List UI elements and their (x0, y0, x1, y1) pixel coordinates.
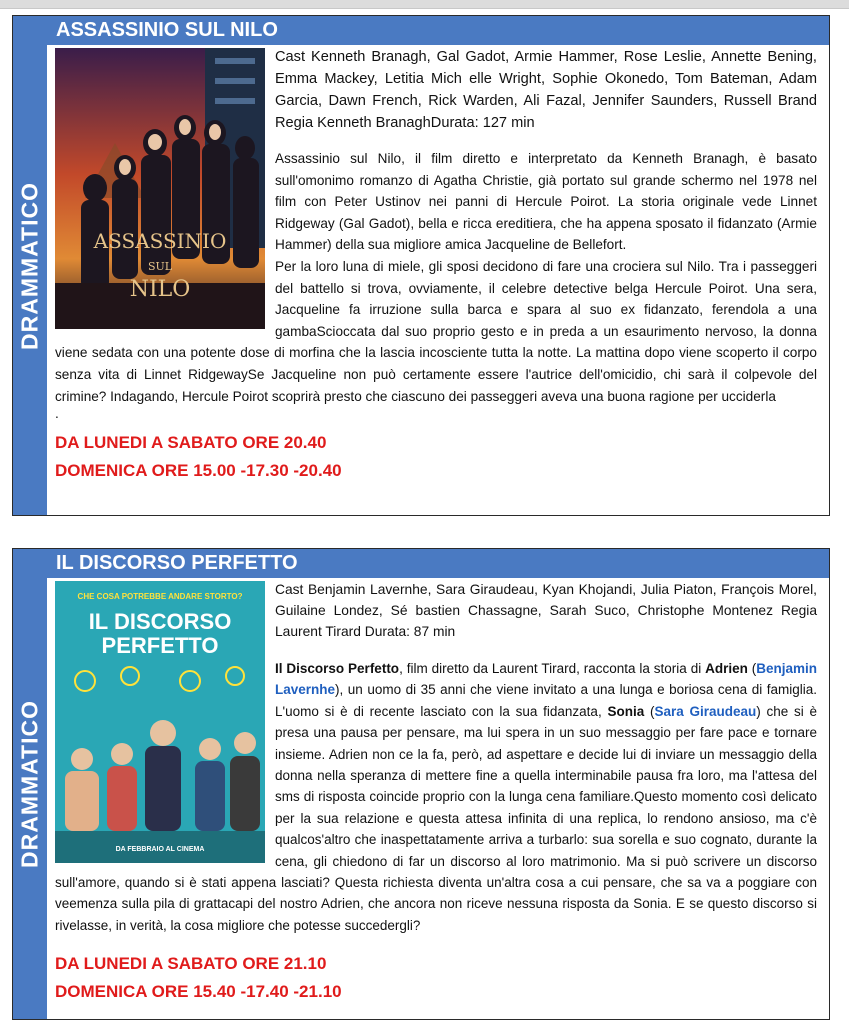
film-title-bar (47, 16, 829, 45)
film-description-2: Per la loro luna di miele, gli sposi decidono di fare una crociera sul Nilo. Tra i passeggeri del battello si trova, ovviamente, il celebre detective belga Hercule Poirot. Una sera, Jacqueline fa irruzione sulla barca e spara al suo ex fidanzato, ferendola a una gambaScioccata dal suo proprio gesto e in preda a un esaurimento nervoso, la donna viene sedata con una potente dose di morfina che la lascia incosciente tutta la notte. La mattina dopo viene scoperto il corpo senza vita di Linnet RidgewaySe Jacqueline non può certamente essere l'autrice dell'omicidio, chi sarà il colpevole del crimine? Indagando, Hercule Poirot scoprirà presto che ciascuno dei passeggeri aveva una buona ragione per ucciderla (55, 258, 817, 404)
film-card-assassinio (12, 15, 830, 516)
desc-text: ) che si è presa una pausa per pensare, ma lui spera in un suo messaggio per fare pace e tornare insieme. Adrien non ce la fa, però, ad aspettare e decide lui di inviare un messaggio della donna nella speranza di mettere fine a quella interminabile pausa fra loro, ma l'attesa del sms di risposta coincide proprio con la lunga cena familiare.Questo momento così delicato per la sua relazione e questa attesa infinita di una replica, lo rendono ansioso, ma c'è qualcos'altro che inaspettatamente arriva a turbarlo: sua sorella e suo cognato, durante la cena, gli chiedono di far un discorso al loro matrimonio. Ma si può scrivere un discorso sull'amore, quando si è stati appena lasciati? Questa richiesta diventa un'altra cosa a cui pensare, che sa va a poggiare con veemenza sulla pila di grattacapi del nostro Adrien, che ancora non riceve nessuna risposta da Sonia. E se questo discorso si rivelasse, in verità, la cosa migliore che potesse succedergli? (55, 703, 818, 933)
poster-footer: DA FEBBRAIO AL CINEMA (115, 846, 205, 853)
desc-text: ), un uomo di 35 anni che viene invitato a una lunga e boriosa cena di famiglia. L'uomo si è di recente lasciato con la sua fidanzata, (275, 682, 817, 719)
film-poster (55, 48, 265, 329)
poster-title-2: SUL (147, 260, 173, 273)
film-title-bar (47, 549, 829, 578)
film-title: IL DISCORSO PERFETTO (56, 552, 298, 574)
desc-text: ( (644, 703, 655, 719)
film-cast: Cast Benjamin Lavernhe, Sara Giraudeau, Kyan Khojandi, Julia Piaton, François Morel, Guilaine Londez, Sé bastien Chassagne, Sarah Suco, Christophe Montenez Regia Laurent Tirard Durata: 87 min (275, 582, 817, 639)
desc-name-adrien: Adrien (705, 661, 748, 676)
genre-band (13, 549, 47, 1019)
poster-title-2: PERFETTO (101, 633, 219, 658)
poster-wrap (55, 48, 265, 329)
desc-text: , film diretto da Laurent Tirard, racconta la storia di (399, 661, 706, 676)
showtimes-weekday: DA LUNEDI A SABATO ORE 20.40 (55, 433, 327, 453)
film-poster (55, 581, 265, 863)
poster-title-1: IL DISCORSO (88, 609, 232, 634)
showtimes (55, 950, 817, 1006)
film-body (55, 46, 817, 485)
desc-actor-lavernhe: Benjamin Lavernhe (275, 661, 818, 698)
genre-band (13, 16, 47, 515)
top-bar (0, 0, 849, 9)
desc-text: ( (747, 661, 757, 676)
film-cast: Cast Kenneth Branagh, Gal Gadot, Armie Hammer, Rose Leslie, Annette Bening, Emma Mackey, Letitia Mich elle Wright, Sophie Okonedo, Tom Bateman, Adam Garcia, Dawn French, Rick Warden, Ali Fazal, Jennifer Saunders, Russell Brand Regia Kenneth BranaghDurata: 127 min (275, 49, 817, 131)
film-description-1: Assassinio sul Nilo, il film diretto e interpretato da Kenneth Branagh, è basato sull'omonimo romanzo di Agatha Christie, già portato sul grande schermo nel 1978 nel film con Peter Ustinov nei panni di Hercule Poirot. La storia originale vede Linnet Ridgeway (Gal Gadot), bella e ricca ereditiera, che ha appena sposato il fidanzato (Armie Hammer) della sua migliore amica Jacqueline de Bellefort. (275, 151, 817, 253)
film-title: ASSASSINIO SUL NILO (56, 19, 278, 41)
showtimes-sunday: DOMENICA ORE 15.40 -17.40 -21.10 (55, 982, 342, 1002)
showtimes (55, 429, 817, 485)
showtimes-weekday: DA LUNEDI A SABATO ORE 21.10 (55, 954, 327, 974)
genre-label: DRAMMATICO (16, 181, 43, 350)
film-body (55, 579, 817, 1006)
poster-tagline: CHE COSA POTREBBE ANDARE STORTO? (77, 592, 243, 601)
genre-label: DRAMMATICO (16, 700, 43, 868)
poster-title-1: ASSASSINIO (93, 229, 227, 253)
poster-wrap (55, 581, 265, 863)
desc-actor-giraudeau: Sara Giraudeau (654, 703, 757, 719)
desc-title: Il Discorso Perfetto (275, 661, 400, 676)
dot-marker: . (55, 406, 59, 422)
film-card-discorso (12, 548, 830, 1020)
desc-name-sonia: Sonia (607, 703, 645, 719)
poster-title-3: NILO (129, 277, 191, 302)
showtimes-sunday: DOMENICA ORE 15.00 -17.30 -20.40 (55, 461, 342, 481)
